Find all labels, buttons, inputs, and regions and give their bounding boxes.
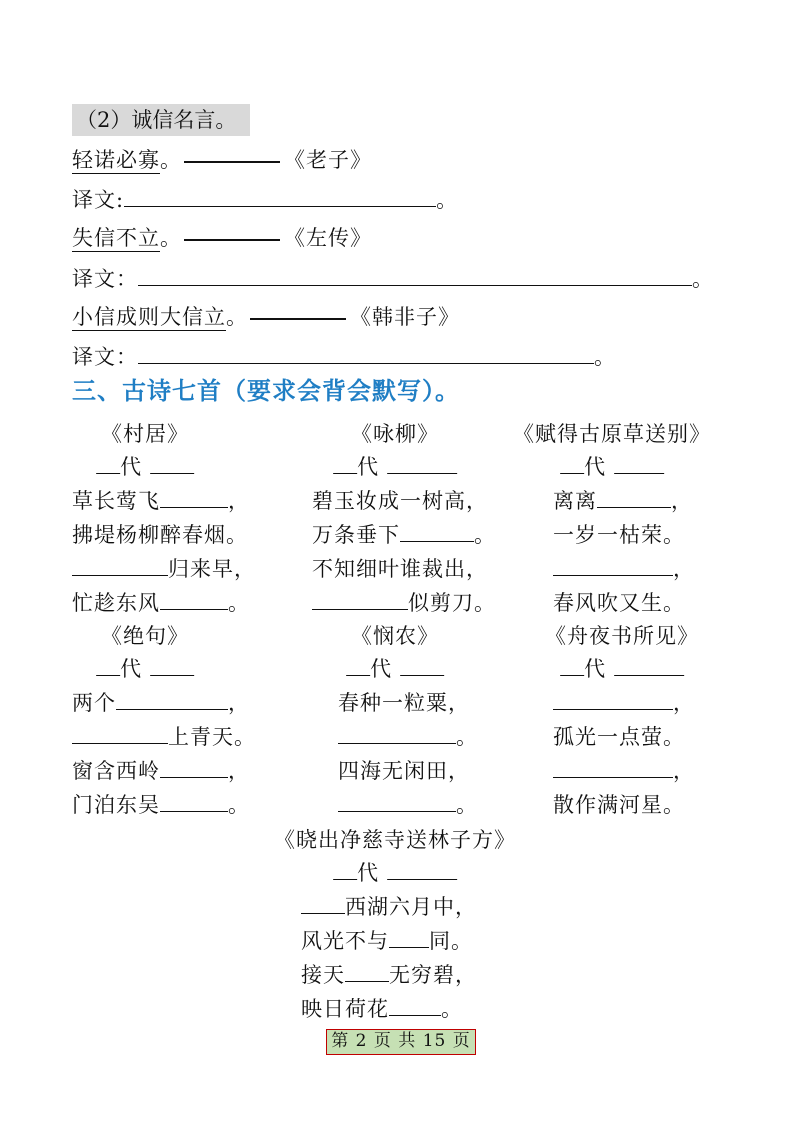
poem-title: 《晓出净慈寺送林子方》 (274, 828, 516, 852)
poem-text: 上青天。 (168, 725, 256, 749)
quote-line: 轻诺必寡。 《老子》 (72, 148, 372, 172)
poem-text: 散作满河星。 (553, 793, 685, 817)
dynasty-blank[interactable] (560, 453, 584, 474)
dynasty-blank[interactable] (346, 655, 370, 676)
answer-blank[interactable] (345, 961, 389, 982)
poem-line (72, 723, 256, 751)
spacer (142, 455, 150, 479)
poem-text: 草长莺飞 (72, 489, 160, 513)
answer-blank[interactable] (312, 589, 408, 610)
author-blank[interactable] (150, 655, 194, 676)
poem-text: 接天 (301, 963, 345, 987)
translation-label: 译文： (72, 267, 138, 291)
answer-blank[interactable] (124, 186, 436, 207)
answer-blank[interactable] (553, 555, 673, 576)
spacer (392, 657, 400, 681)
dynasty-blank[interactable] (96, 453, 120, 474)
answer-blank[interactable] (72, 555, 168, 576)
poem-text: 西湖六月中， (345, 895, 477, 919)
author-blank[interactable] (614, 453, 664, 474)
dynasty-label: 代 (357, 455, 380, 479)
dynasty-label: 代 (370, 657, 393, 681)
dynasty-label: 代 (584, 455, 607, 479)
poem-text: 无穷碧， (389, 963, 477, 987)
spacer (606, 657, 614, 681)
poem-text: 拂堤杨柳醉春烟。 (72, 523, 248, 547)
poem-text: 似剪刀。 (408, 591, 496, 615)
author-blank[interactable] (614, 655, 684, 676)
poem-title: 《绝句》 (101, 624, 189, 648)
poem-line (553, 589, 685, 617)
answer-blank[interactable] (138, 343, 594, 364)
answer-blank[interactable] (138, 265, 692, 286)
author-blank[interactable] (387, 453, 457, 474)
poem-text: 忙趁东风 (72, 591, 160, 615)
answer-blank[interactable] (160, 487, 228, 508)
answer-blank[interactable] (160, 589, 228, 610)
poem-line (338, 791, 478, 819)
poem-line (72, 791, 250, 819)
poem-line (312, 521, 496, 549)
poem-text: 门泊东吴 (72, 793, 160, 817)
translation-label: 译文： (72, 345, 138, 369)
poem-line (72, 487, 250, 515)
dynasty-author-line (346, 655, 444, 683)
poem-line (312, 589, 496, 617)
poem-text: 两个 (72, 691, 116, 715)
poem-text: 。 (228, 793, 250, 817)
poem-text: ， (673, 759, 695, 783)
poem-line (72, 555, 256, 583)
answer-blank[interactable] (553, 757, 673, 778)
poem-text: 同。 (429, 929, 473, 953)
poem-text: 不知细叶谁裁出， (312, 557, 488, 581)
answer-blank[interactable] (553, 689, 673, 710)
answer-blank[interactable] (116, 689, 228, 710)
poem-text: 一岁一枯荣。 (553, 523, 685, 547)
poem-line (553, 723, 685, 751)
dynasty-blank[interactable] (96, 655, 120, 676)
poem-line (553, 487, 693, 515)
page-footer: 第 2 页 共 15 页 (326, 1029, 476, 1055)
answer-blank[interactable] (301, 893, 345, 914)
quote-source: 《韩非子》 (350, 305, 460, 329)
poem-line (72, 589, 250, 617)
poem-line (553, 689, 695, 717)
poem-text: 四海无闲田， (338, 759, 470, 783)
poem-line (301, 995, 463, 1023)
poem-line (301, 893, 477, 921)
poem-line (553, 521, 685, 549)
section-heading-quotes: （2）诚信名言。 (72, 104, 250, 136)
poem-text: ， (671, 489, 693, 513)
quote-source: 《老子》 (284, 148, 372, 172)
answer-blank[interactable] (338, 723, 456, 744)
poem-text: 。 (456, 725, 478, 749)
answer-blank[interactable] (160, 791, 228, 812)
answer-blank[interactable] (400, 521, 474, 542)
author-blank[interactable] (387, 859, 457, 880)
poem-text: 春种一粒粟， (338, 691, 470, 715)
poem-line (312, 555, 488, 583)
poem-line (553, 791, 685, 819)
answer-blank[interactable] (160, 757, 228, 778)
poem-line (72, 757, 250, 785)
dynasty-blank[interactable] (333, 859, 357, 880)
spacer (606, 455, 614, 479)
dash-line (250, 318, 346, 320)
poem-line (312, 487, 488, 515)
dynasty-author-line (560, 453, 664, 481)
quote-text: 失信不立 (72, 226, 160, 250)
poem-text: 风光不与 (301, 929, 389, 953)
poem-line (338, 723, 478, 751)
poem-title: 《咏柳》 (351, 422, 439, 446)
poem-line (301, 927, 473, 955)
poem-text: ， (673, 557, 695, 581)
dynasty-blank[interactable] (333, 453, 357, 474)
answer-blank[interactable] (338, 791, 456, 812)
poem-line (553, 757, 695, 785)
quote-line: 小信成则大信立。 《韩非子》 (72, 305, 460, 329)
poem-line (301, 961, 477, 989)
quote-text: 小信成则大信立 (72, 305, 226, 329)
section-heading-poems: 三、古诗七首（要求会背会默写）。 (72, 377, 460, 405)
poem-text: ， (228, 759, 250, 783)
poem-title: 《舟夜书所见》 (545, 624, 699, 648)
dynasty-author-line (333, 859, 457, 887)
poem-text: 离离 (553, 489, 597, 513)
quote-text: 轻诺必寡 (72, 148, 160, 172)
poem-line (338, 689, 470, 717)
dynasty-author-line (96, 453, 194, 481)
dynasty-author-line (333, 453, 457, 481)
poem-title: 《村居》 (101, 422, 189, 446)
dynasty-label: 代 (584, 657, 607, 681)
poem-line (553, 555, 695, 583)
poem-text: 。 (441, 997, 463, 1021)
poem-text: 。 (228, 591, 250, 615)
spacer (379, 861, 387, 885)
dynasty-author-line (96, 655, 194, 683)
author-blank[interactable] (400, 655, 444, 676)
dynasty-label: 代 (120, 657, 143, 681)
dash-line (184, 161, 280, 163)
dynasty-label: 代 (120, 455, 143, 479)
poem-text: 。 (456, 793, 478, 817)
answer-blank[interactable] (389, 995, 441, 1016)
answer-blank[interactable] (72, 723, 168, 744)
poem-text: 。 (474, 523, 496, 547)
dash-line (184, 239, 280, 241)
spacer (142, 657, 150, 681)
translation-line: 译文: 。 (72, 188, 459, 212)
poem-line (338, 757, 470, 785)
translation-label: 译文: (72, 188, 125, 212)
quote-source: 《左传》 (284, 226, 372, 250)
poem-title: 《赋得古原草送别》 (513, 422, 711, 446)
poem-text: 归来早， (168, 557, 256, 581)
spacer (379, 455, 387, 479)
answer-blank[interactable] (389, 927, 429, 948)
dynasty-blank[interactable] (560, 655, 584, 676)
poem-text: 孤光一点萤。 (553, 725, 685, 749)
answer-blank[interactable] (597, 487, 671, 508)
poem-text: 映日荷花 (301, 997, 389, 1021)
poem-text: ， (228, 489, 250, 513)
dynasty-label: 代 (357, 861, 380, 885)
translation-line: 译文： 。 (72, 267, 714, 291)
poem-text: ， (673, 691, 695, 715)
poem-text: 春风吹又生。 (553, 591, 685, 615)
translation-line: 译文： 。 (72, 345, 616, 369)
quote-line: 失信不立。 《左传》 (72, 226, 372, 250)
poem-text: 窗含西岭 (72, 759, 160, 783)
author-blank[interactable] (150, 453, 194, 474)
poem-text: ， (228, 691, 250, 715)
poem-line (72, 689, 250, 717)
poem-title: 《悯农》 (351, 624, 439, 648)
poem-text: 碧玉妆成一树高， (312, 489, 488, 513)
dynasty-author-line (560, 655, 684, 683)
poem-line (72, 521, 248, 549)
poem-text: 万条垂下 (312, 523, 400, 547)
